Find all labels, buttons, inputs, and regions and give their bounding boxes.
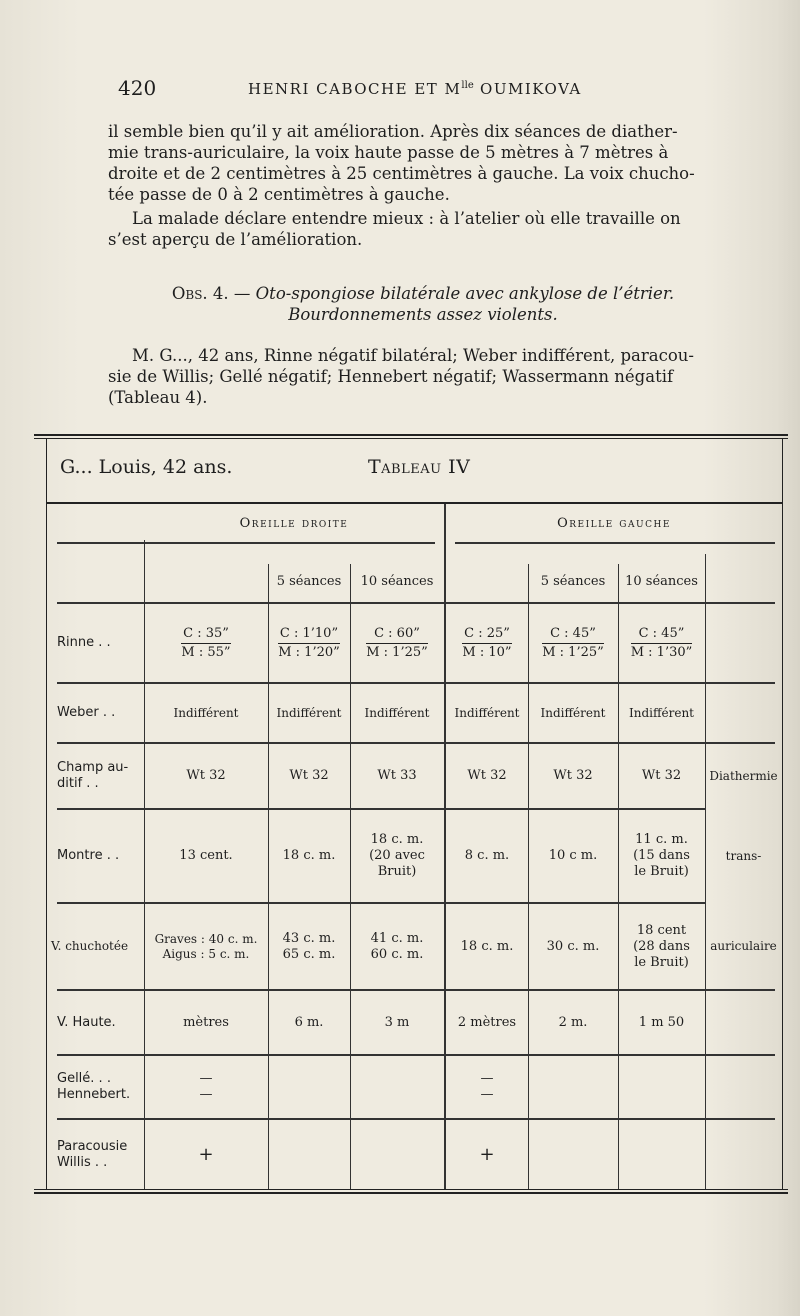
champ-r0: Wt 32 xyxy=(186,768,226,783)
montre-l5: 10 c m. xyxy=(548,848,598,863)
chuchotee-l0: 18 c. m. xyxy=(460,938,514,954)
observation-heading: Obs. 4. — Oto-spongiose bilatérale avec ankylose de l’étrier. Bourdonnements assez violents. xyxy=(171,284,675,324)
weber-l0: Indifférent xyxy=(454,705,520,720)
row-label-voix-haute: V. Haute. xyxy=(57,1014,116,1030)
header-r10: 10 séances xyxy=(360,574,434,589)
page-number: 420 xyxy=(118,76,157,100)
rinne-r5: C : 1’10” M : 1’20” xyxy=(278,625,340,660)
haute-r0: mètres xyxy=(183,1014,229,1030)
gelle-r0: — — xyxy=(199,1071,213,1102)
champ-l10: Wt 32 xyxy=(641,768,682,783)
chuchotee-r5: 43 c. m. 65 c. m. xyxy=(282,930,336,962)
paracousie-r0: + xyxy=(198,1143,214,1165)
haute-r5: 6 m. xyxy=(294,1014,324,1030)
weber-l5: Indifférent xyxy=(540,705,606,720)
table-grid xyxy=(47,504,782,1189)
champ-l5: Wt 32 xyxy=(553,768,593,783)
montre-r0: 13 cent. xyxy=(179,848,233,863)
weber-l10: Indifférent xyxy=(628,705,694,720)
montre-r5: 18 c. m. xyxy=(282,848,336,863)
champ-r5: Wt 32 xyxy=(289,768,329,783)
group-left-ear: Oreille gauche xyxy=(557,516,671,531)
table-title: Tableau IV xyxy=(368,456,471,478)
haute-l5: 2 m. xyxy=(558,1014,588,1030)
rinne-r10: C : 60” M : 1’25” xyxy=(366,625,428,660)
group-rule-left xyxy=(455,542,775,544)
montre-r10: 18 c. m. (20 avec Bruit) xyxy=(369,832,425,879)
haute-r10: 3 m xyxy=(384,1014,410,1030)
haute-l10: 1 m 50 xyxy=(638,1014,685,1030)
table-iv xyxy=(34,434,788,1194)
paragraph-3: M. G..., 42 ans, Rinne négatif bilatéral; Weber indifférent, paracou- sie de Willis; Gellé négatif; Hennebert négatif; Wassermann négatif (Tableau 4). xyxy=(108,346,694,407)
header-r5: 5 séances xyxy=(276,574,342,589)
row-label-paracousie: Paracousie Willis . . xyxy=(57,1138,128,1170)
champ-l0: Wt 32 xyxy=(467,768,507,783)
row-label-montre: Montre . . xyxy=(57,848,120,863)
rinne-l10: C : 45” M : 1’30” xyxy=(630,625,693,660)
paracousie-l0: + xyxy=(479,1143,495,1165)
weber-r0: Indifférent xyxy=(173,705,239,720)
paragraph-2: La malade déclare entendre mieux : à l’atelier où elle travaille on s’est aperçu de l’amélioration. xyxy=(108,209,681,249)
running-head: HENRI CABOCHE ET $M^{lle}$ OUMIKOVA xyxy=(248,80,582,98)
chuchotee-l10: 18 cent (28 dans le Bruit) xyxy=(633,922,690,970)
note-trans: trans- xyxy=(725,848,762,863)
table-frame-top xyxy=(34,434,788,439)
chuchotee-r0: Graves : 40 c. m. Aigus : 5 c. m. xyxy=(154,931,258,961)
montre-l0: 8 c. m. xyxy=(464,848,510,863)
group-rule-right xyxy=(57,542,435,544)
chuchotee-l5: 30 c. m. xyxy=(546,938,600,954)
note-diathermie: Diathermie xyxy=(709,768,778,783)
table-frame-right xyxy=(782,439,783,1189)
haute-l0: 2 mètres xyxy=(457,1014,517,1030)
table-patient: G... Louis, 42 ans. xyxy=(60,456,233,478)
row-label-voix-chuchotee: V. chuchotée xyxy=(51,939,129,953)
row-label-champ-auditif: Champ au- ditif . . xyxy=(57,760,129,791)
champ-r10: Wt 33 xyxy=(377,768,417,783)
weber-r5: Indifférent xyxy=(276,705,342,720)
note-auriculaire: auriculaire xyxy=(710,939,777,953)
weber-r10: Indifférent xyxy=(364,705,430,720)
chuchotee-r10: 41 c. m. 60 c. m. xyxy=(370,930,424,962)
row-label-weber: Weber . . xyxy=(57,705,116,720)
rinne-l0: C : 25” M : 10” xyxy=(462,625,512,660)
group-right-ear: Oreille droite xyxy=(239,516,349,531)
rinne-r0: C : 35” M : 55” xyxy=(181,625,231,660)
header-l10: 10 séances xyxy=(625,574,698,589)
montre-l10: 11 c. m. (15 dans le Bruit) xyxy=(633,832,690,879)
gelle-l0: — — xyxy=(480,1071,494,1102)
row-label-gelle-hennebert: Gellé. . . Hennebert. xyxy=(57,1071,131,1102)
page-header xyxy=(118,76,738,104)
row-label-rinne: Rinne . . xyxy=(57,635,111,650)
table-frame-bottom xyxy=(34,1189,788,1194)
rinne-l5: C : 45” M : 1’25” xyxy=(542,625,604,660)
header-l5: 5 séances xyxy=(540,574,606,589)
paragraph-1: il semble bien qu’il y ait amélioration. Après dix séances de diather- mie trans-auriculaire, la voix haute passe de 5 mètres à 7 mètres à droite et de 2 centimètres à 25 centimètres à gauche. La voix chucho- tée passe de 0 à 2 centimètres à gauche. xyxy=(108,122,695,204)
